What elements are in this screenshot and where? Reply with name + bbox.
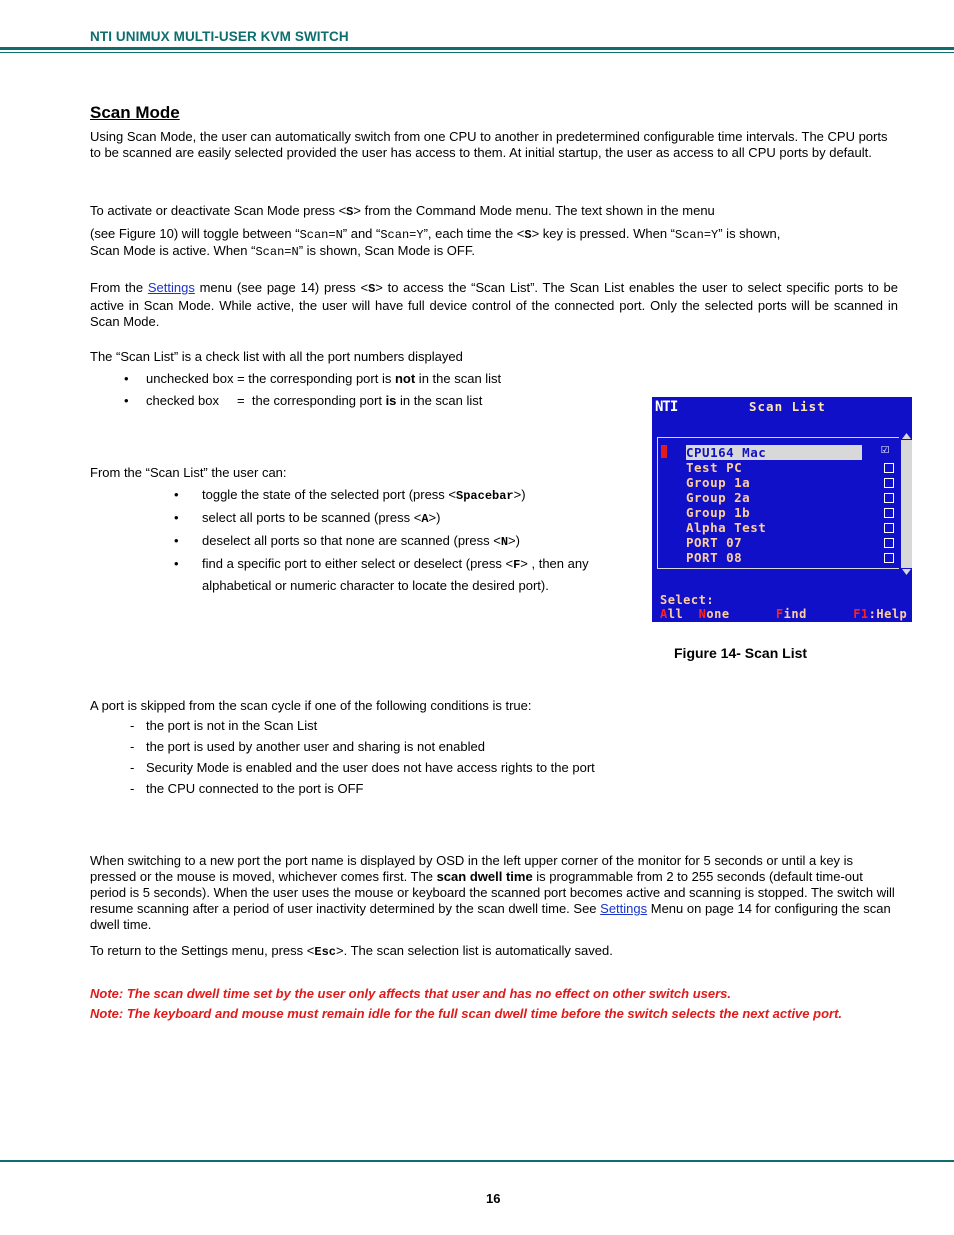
selection-marker [661,445,667,458]
nti-logo: NTI [655,399,678,415]
intro-paragraph: Using Scan Mode, the user can automatically switch from one CPU to another in predetermined configurable time intervals. The CPU ports to be scanned are easily selected provided the user has access to them. At initial startup, the user as access to all CPU ports by default. [90,129,888,160]
scan-list-row: PORT 07 [686,535,743,550]
running-header: NTI UNIMUX MULTI-USER KVM SWITCH [90,29,349,44]
header-rule-thin [0,52,954,53]
scan-list-row: Group 2a [686,490,751,505]
checked-box-icon: ☑ [881,441,890,457]
list-item: - the CPU connected to the port is OFF [130,781,364,796]
figure-caption: Figure 14- Scan List [674,645,808,661]
list-item: • checked box = the corresponding port is in the scan list [124,393,483,408]
scan-list-row: Alpha Test [686,520,767,535]
footer-rule [0,1160,954,1162]
scan-list-row: Test PC [686,460,743,475]
list-item: • toggle the state of the selected port (press <Spacebar>) [174,487,526,503]
scan-list-paragraph: From the Settings menu (see page 14) press <S> to access the “Scan List”. The Scan List enables the user to select specific ports to be active in Scan Mode. While active, the user will have full device control of the connected port. Only the selected ports will be scanned in Scan Mode. [90,280,898,329]
list-item: • select all ports to be scanned (press <A>) [174,510,441,526]
unchecked-box-icon [884,463,894,473]
checklist-list [124,371,624,415]
scan-list-row: PORT 08 [686,550,743,565]
list-item-continuation: alphabetical or numeric character to locate the desired port). [202,578,549,593]
checklist-intro: The “Scan List” is a check list with all the port numbers displayed [90,349,463,364]
list-item: - the port is not in the Scan List [130,718,318,733]
screen-title: Scan List [749,399,826,414]
list-item: - the port is used by another user and sharing is not enabled [130,739,485,754]
unchecked-box-icon [884,493,894,503]
list-item: • find a specific port to either select or deselect (press <F> , then any [174,556,589,572]
header-rule-thick [0,47,954,50]
scan-list-row: CPU164 Mac [686,445,862,460]
list-item: - Security Mode is enabled and the user does not have access rights to the port [130,760,595,775]
scan-list-row: Group 1a [686,475,751,490]
scan-list-screenshot [652,397,912,622]
page-number: 16 [486,1191,501,1206]
scroll-down-icon [902,569,911,575]
scrollbar-track [901,440,912,568]
unchecked-box-icon [884,523,894,533]
unchecked-box-icon [884,478,894,488]
osd-paragraph: When switching to a new port the port name is displayed by OSD in the left upper corner of the monitor for 5 seconds or until a key is pressed or the mouse is moved, whichever comes first. The scan dwell time is programmable from 2 to 255 seconds (default time-out period is 5 seconds). When the user uses the mouse or keyboard the scanned port becomes active and scanning is stopped. The switch will resume scanning after a period of user inactivity determined by the scan dwell time. See Settings Menu on page 14 for configuring the scan dwell time. [90,853,895,932]
unchecked-box-icon [884,538,894,548]
note-1: Note: The scan dwell time set by the user only affects that user and has no effect on other switch users. [90,986,732,1001]
scrollbar [901,433,912,575]
unchecked-box-icon [884,553,894,563]
return-paragraph: To return to the Settings menu, press <Esc>. The scan selection list is automatically saved. [90,943,613,959]
skipped-list [130,718,690,802]
scan-list-row: Group 1b [686,505,751,520]
unchecked-box-icon [884,508,894,518]
settings-link-2[interactable]: Settings [600,901,648,916]
screen-footer: Select: All None Find F1:Help [660,593,908,621]
user-can-intro: From the “Scan List” the user can: [90,465,287,480]
list-item: • unchecked box = the corresponding port is not in the scan list [124,371,502,386]
section-title: Scan Mode [90,103,180,122]
list-item: • deselect all ports so that none are scanned (press <N>) [174,533,520,549]
user-can-list [174,487,644,594]
scroll-up-icon [902,433,911,439]
activate-paragraph: To activate or deactivate Scan Mode press <S> from the Command Mode menu. The text shown in the menu (see Figure 10) will toggle between “Scan=N” and “Scan=Y”, each time the <S> key is pressed. When “Scan=Y” is shown, Scan Mode is active. When “Scan=N” is shown, Scan Mode is OFF. [90,203,781,259]
skipped-intro: A port is skipped from the scan cycle if one of the following conditions is true: [90,698,532,713]
settings-link[interactable]: Settings [147,280,195,295]
note-2: Note: The keyboard and mouse must remain idle for the full scan dwell time before the switch selects the next active port. [90,1006,843,1021]
